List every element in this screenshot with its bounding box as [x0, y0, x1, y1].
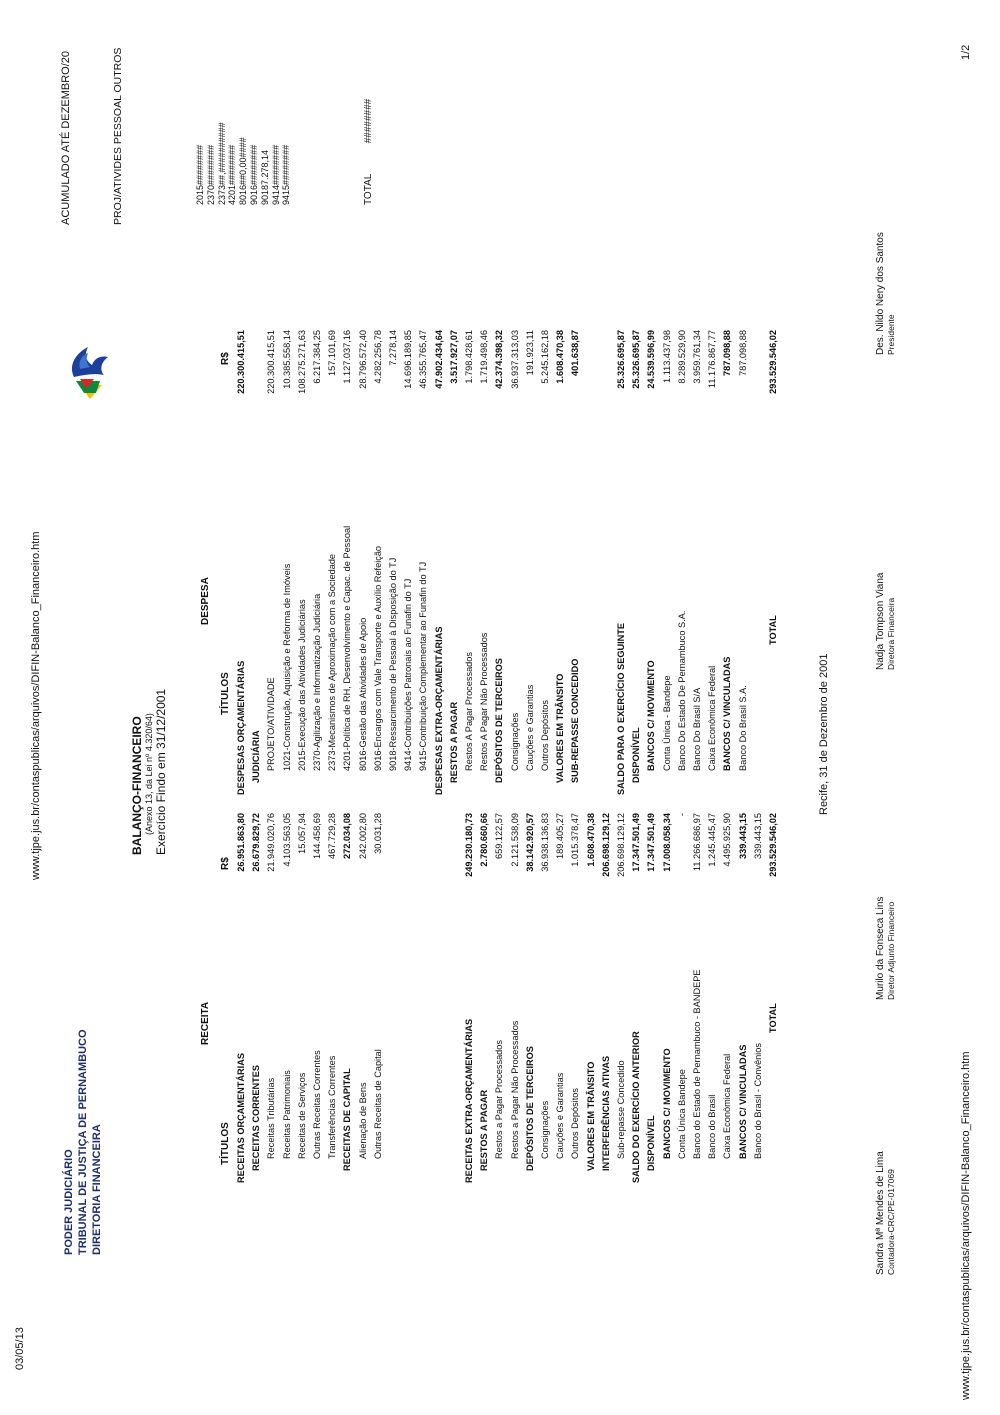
row-label: Outros Depósitos: [570, 1088, 581, 1159]
row-label: Caixa Econômica Federal: [707, 665, 718, 771]
despesa-col-titulos: TÍTULOS: [220, 672, 231, 715]
row-label: Consignações: [509, 712, 520, 771]
despesa-col-valor: R$: [220, 352, 231, 365]
row-value: 787.098,88: [722, 330, 733, 376]
side-code-row: [271, 122, 282, 205]
row-value: 1.608.470,38: [555, 330, 566, 384]
row-label: Restos a Pagar Não Processados: [509, 1020, 520, 1159]
side-panel-subheading: PROJ/ATIVIDES PESSOAL OUTROS: [112, 47, 124, 225]
row-value: 2.780.660,66: [479, 813, 490, 867]
table-row: [295, 330, 310, 795]
row-label: [599, 435, 614, 795]
table-row: [720, 813, 735, 1183]
receita-col-valor: R$: [220, 857, 231, 870]
row-value: 24.539.596,99: [646, 330, 657, 389]
row-value: 26.679.829,72: [251, 813, 262, 872]
row-label: [432, 918, 447, 1183]
row-value: 25.326.695,87: [616, 330, 627, 389]
row-label: Banco do Estado de Pernambuco - BANDEPE: [692, 969, 703, 1159]
row-value: [447, 813, 462, 918]
row-value: 108.275.271,63: [296, 330, 307, 394]
side-code: 8016: [238, 184, 249, 205]
table-row: [766, 330, 781, 795]
row-label: DISPONÍVEL: [631, 727, 642, 783]
table-row: [614, 813, 629, 1183]
side-panel-total: [363, 99, 374, 205]
table-row: [523, 330, 538, 795]
row-label: Outros Depósitos: [540, 700, 551, 771]
row-label: DESPESAS ORÇAMENTÁRIAS: [236, 660, 246, 795]
row-value: 47.902.434,64: [433, 330, 444, 389]
row-value: 220.300.415,51: [266, 330, 277, 394]
row-label: SALDO DO EXERCÍCIO ANTERIOR: [631, 1031, 642, 1183]
side-code: 2373: [216, 184, 227, 205]
table-row: [660, 813, 675, 1183]
table-row: [705, 330, 720, 795]
row-value: 11.176.867,77: [707, 330, 718, 389]
side-code-values: ##,##########: [216, 122, 227, 185]
side-code-row: [217, 122, 228, 205]
signature-name: Sandra Mª Mendes de Lima: [875, 1151, 886, 1275]
table-row: [720, 330, 735, 795]
institution-line-2: TRIBUNAL DE JUSTIÇA DE PERNAMBUCO: [77, 1029, 89, 1255]
table-row: [538, 813, 553, 1183]
receita-heading: RECEITA: [200, 1001, 211, 1045]
row-label: 9018-Ressarcimento de Pessoal à Disposição do TJ: [388, 557, 399, 771]
signature-financial-director: [875, 573, 896, 670]
row-value: 339.443,15: [752, 813, 763, 859]
row-label: 8016-Gestão das Atividades de Apoio: [357, 617, 368, 771]
side-code: 4201: [227, 184, 238, 205]
side-code-values: ##0,00####: [238, 137, 249, 185]
signature-role: Diretora Financeira: [886, 597, 896, 670]
row-value: 3.959.761,34: [692, 330, 703, 384]
table-row: [508, 813, 523, 1183]
table-row: [264, 813, 279, 1183]
report-title: BALANÇO-FINANCEIRO: [130, 716, 144, 855]
row-value: 1.245.445,47: [707, 813, 718, 867]
table-row: [310, 813, 325, 1183]
table-row: [492, 813, 507, 1183]
table-row: [234, 813, 249, 1183]
table-row: [462, 330, 477, 795]
row-value: 26.951.863,80: [236, 813, 246, 872]
row-value: 206.698.129,12: [616, 813, 626, 877]
row-value: 17.008.058,34: [661, 813, 672, 872]
row-label: BANCOS C/ VINCULADAS: [722, 656, 733, 771]
row-value: 2.121.538,09: [509, 813, 520, 867]
row-label: 9414-Contribuições Patronais ao Funafin do TJ: [403, 578, 414, 771]
despesa-table: [234, 330, 781, 795]
signature-name: Des. Nildo Nery dos Santos: [875, 232, 886, 355]
row-value: [599, 330, 614, 435]
table-row: [447, 813, 462, 1183]
table-row: [584, 330, 599, 795]
table-row: [553, 330, 568, 795]
row-label: Cauções e Garantias: [555, 1072, 566, 1159]
side-code-row: [206, 122, 217, 205]
receita-table: [234, 813, 781, 1183]
side-code: 9415: [281, 184, 292, 205]
row-value: 220.300.415,51: [236, 330, 246, 394]
table-row: [584, 813, 599, 1183]
receita-col-titulos: TÍTULOS: [220, 1122, 231, 1165]
row-label: Transferências Correntes: [327, 1055, 338, 1159]
row-value: 8.289.529,90: [676, 330, 687, 384]
row-value: 1.719.498,46: [479, 330, 490, 384]
table-row: [538, 330, 553, 795]
row-value: 17.347.501,49: [646, 813, 657, 872]
signature-name: Nadja Tompson Viana: [875, 572, 886, 670]
place-date: Recife, 31 de Dezembro de 2001: [818, 653, 830, 815]
row-label: TOTAL: [768, 1003, 779, 1033]
row-value: [751, 330, 766, 435]
row-value: 249.230.180,73: [463, 813, 474, 877]
table-row: [568, 813, 583, 1183]
row-label: 2370-Agilização e Informatização Judiciária: [312, 593, 323, 771]
side-code: 9016: [248, 184, 259, 205]
report-subtitle: (Anexo 13, da Lei nº 4.320/64): [144, 713, 154, 835]
row-value: 6.217.384,25: [312, 330, 323, 384]
row-label: TOTAL: [768, 615, 779, 645]
table-row: [675, 330, 690, 795]
row-label: JUDICIÁRIA: [251, 730, 262, 783]
side-code-row: [260, 122, 271, 205]
row-value: 46.355.765,47: [418, 330, 429, 389]
table-row: [599, 813, 614, 1183]
row-label: BANCOS C/ VINCULADAS: [737, 1044, 748, 1159]
row-value: 339.443,15: [737, 813, 748, 859]
side-code-values: 7.278,14: [259, 149, 270, 185]
row-label: Alienação de Bens: [357, 1082, 368, 1159]
table-row: [416, 330, 431, 795]
row-label: Sub-repasse Concedido: [616, 1060, 626, 1159]
table-row: [492, 330, 507, 795]
row-value: 10.385.558,14: [281, 330, 292, 389]
table-row: [568, 330, 583, 795]
row-value: 5.245.162,18: [540, 330, 551, 384]
row-label: 9016-Encargos com Vale Transporte e Auxílio Refeição: [372, 545, 383, 771]
table-row: [629, 813, 644, 1183]
row-label: [584, 435, 599, 795]
row-label: Cauções e Garantias: [524, 684, 535, 771]
row-value: 157.101,69: [327, 330, 338, 376]
table-row: [660, 330, 675, 795]
row-value: 144.458,69: [312, 813, 323, 859]
despesa-heading: DESPESA: [200, 577, 211, 625]
table-row: [249, 330, 264, 795]
table-row: [644, 813, 659, 1183]
table-row: [386, 330, 401, 795]
side-code-values: ########: [195, 144, 205, 185]
row-value: 467.729,28: [327, 813, 338, 859]
table-row: [280, 813, 295, 1183]
table-row: [736, 813, 751, 1183]
row-label: Banco do Brasil: [707, 1094, 718, 1159]
row-label: Receitas de Serviços: [296, 1072, 307, 1159]
row-value: 272.034,08: [342, 813, 353, 859]
table-row: [599, 330, 614, 795]
table-row: [614, 330, 629, 795]
row-value: 38.142.920,57: [524, 813, 535, 872]
row-label: 4201-Política de RH, Desenvolvimento e Capac. de Pessoal: [342, 525, 353, 771]
row-value: 1.113.437,98: [661, 330, 672, 383]
table-row: [356, 813, 371, 1183]
table-row: [751, 330, 766, 795]
row-value: 206.698.129,12: [600, 813, 611, 877]
row-value: 28.796.572,40: [357, 330, 368, 389]
row-value: [416, 813, 431, 918]
row-value: 7.278,14: [388, 330, 399, 366]
signature-accountant: [875, 1151, 896, 1275]
signature-name: Murilo da Fonseca Lins: [875, 896, 886, 1000]
table-row: [310, 330, 325, 795]
row-value: [401, 813, 416, 918]
table-row: [401, 330, 416, 795]
side-code-values: ########: [248, 144, 259, 185]
signature-president: [875, 232, 896, 355]
row-value: 293.529.546,02: [768, 813, 779, 877]
table-row: [416, 813, 431, 1183]
row-value: 36.937.313,03: [509, 330, 520, 389]
tjpe-logo: [60, 335, 120, 405]
side-panel-codes: [195, 122, 292, 205]
side-code-row: [281, 122, 292, 205]
row-value: 17.347.501,49: [631, 813, 642, 872]
row-label: [416, 918, 431, 1183]
row-value: 42.374.398,32: [494, 330, 505, 389]
side-panel-total-label: TOTAL: [363, 174, 374, 205]
row-value: [249, 330, 264, 435]
row-label: PROJETO/ATIVIDADE: [266, 677, 277, 771]
row-label: Banco Do Estado De Pernambuco S.A.: [676, 610, 687, 771]
row-value: 25.326.695,87: [631, 330, 642, 389]
signature-role: Presidente: [886, 314, 896, 355]
page-number: 1/2: [960, 44, 972, 60]
row-value: 36.938.136,83: [539, 813, 550, 872]
table-row: [356, 330, 371, 795]
side-code-values: ########: [270, 144, 281, 185]
row-label: Receitas Tributárias: [266, 1077, 277, 1159]
side-code-row: [195, 122, 206, 205]
row-label: Banco Do Brasil S/A: [692, 687, 703, 771]
row-value: 1.127.037,16: [342, 330, 353, 384]
row-value: 189.405,27: [555, 813, 566, 859]
row-label: Restos a Pagar Processados: [494, 1040, 505, 1159]
side-code-values: ########: [227, 144, 238, 185]
row-label: VALORES EM TRÂNSITO: [585, 1061, 596, 1171]
table-row: [462, 813, 477, 1183]
table-row: [523, 813, 538, 1183]
row-label: DEPÓSITOS DE TERCEIROS: [524, 1046, 535, 1171]
row-value: -: [676, 813, 687, 817]
table-row: [386, 813, 401, 1183]
row-label: RECEITAS CORRENTES: [251, 1064, 262, 1171]
table-row: [736, 330, 751, 795]
row-value: 1.015.378,47: [570, 813, 581, 867]
table-row: [477, 330, 492, 795]
row-label: [447, 918, 462, 1183]
row-label: Banco do Brasil - Convênios: [752, 1043, 763, 1159]
row-label: Caixa Econômica Federal: [722, 1053, 733, 1159]
row-value: [584, 330, 599, 435]
row-value: 21.949.020,76: [266, 813, 277, 872]
row-value: 14.696.189,85: [403, 330, 414, 389]
row-value: 3.517.927,07: [448, 330, 459, 384]
row-value: 1.608.470,38: [585, 813, 596, 867]
table-row: [325, 813, 340, 1183]
institution-line-3: DIRETORIA FINANCEIRA: [91, 1124, 103, 1255]
side-code-values: ########: [205, 144, 216, 185]
table-row: [401, 813, 416, 1183]
table-row: [766, 813, 781, 1183]
print-date: 03/05/13: [14, 1327, 26, 1370]
row-value: 242.002,80: [357, 813, 368, 859]
row-label: RECEITAS EXTRA-ORÇAMENTÁRIAS: [463, 1018, 474, 1183]
signature-deputy-director: [875, 897, 896, 1000]
row-label: Conta Única Bandepe: [676, 1069, 687, 1159]
table-row: [690, 813, 705, 1183]
row-label: DISPONÍVEL: [646, 1115, 657, 1171]
row-value: 191.923,11: [524, 330, 535, 376]
table-row: [234, 330, 249, 795]
row-value: 15.057,94: [296, 813, 307, 854]
table-row: [447, 330, 462, 795]
side-code-values: ########: [281, 144, 292, 185]
side-code: 2370: [205, 184, 216, 205]
table-row: [675, 813, 690, 1183]
table-row: [629, 330, 644, 795]
row-value: 1.798.428,61: [464, 330, 475, 384]
row-label: 2373-Mecanismos de Aproximação com a Sociedade: [327, 553, 338, 771]
table-row: [340, 330, 355, 795]
institution-header: [62, 1029, 104, 1255]
print-url-top[interactable]: www.tjpe.jus.br/contaspublicas/arquivos/DIFIN-Balanco_Financeiro.htm: [30, 531, 42, 880]
row-label: Receitas Patrimoniais: [281, 1070, 292, 1159]
row-value: 787.098,88: [737, 330, 748, 376]
row-label: RESTOS A PAGAR: [448, 701, 459, 783]
row-label: Restos A Pagar Processados: [464, 652, 475, 771]
row-label: SUB-REPASSE CONCEDIDO: [570, 658, 581, 783]
row-label: [751, 435, 766, 795]
row-value: 11.266.686,97: [692, 813, 703, 872]
side-code-row: [227, 122, 238, 205]
row-label: Banco Do Brasil S.A.: [737, 685, 748, 771]
table-row: [508, 330, 523, 795]
signature-role: Contadora-CRC/PE-017069: [886, 1169, 896, 1275]
table-row: [644, 330, 659, 795]
row-label: SALDO PARA O EXERCÍCIO SEGUINTE: [616, 622, 627, 795]
row-label: Outras Receitas de Capital: [372, 1049, 383, 1159]
row-value: 4.495.925,90: [722, 813, 733, 867]
row-label: VALORES EM TRÂNSITO: [555, 673, 566, 783]
row-label: Conta Única - Bandepe: [661, 675, 672, 771]
table-row: [705, 813, 720, 1183]
table-row: [280, 330, 295, 795]
side-panel-heading: ACUMULADO ATÉ DEZEMBRO/20: [60, 51, 72, 225]
table-row: [371, 330, 386, 795]
report-period: Exercício Findo em 31/12/2001: [154, 688, 168, 855]
row-label: RECEITAS DE CAPITAL: [342, 1068, 353, 1171]
table-row: [553, 813, 568, 1183]
table-row: [432, 330, 447, 795]
row-value: 4.103.563,05: [281, 813, 292, 867]
row-label: BANCOS C/ MOVIMENTO: [646, 660, 657, 771]
side-code: 2015: [195, 184, 205, 205]
row-label: [386, 918, 401, 1183]
side-code-row: [238, 122, 249, 205]
row-value: 659.122,57: [494, 813, 505, 859]
row-value: 293.529.546,02: [768, 330, 779, 394]
row-label: RECEITAS ORÇAMENTÁRIAS: [236, 1053, 246, 1183]
table-row: [751, 813, 766, 1183]
row-value: [432, 813, 447, 918]
table-row: [325, 330, 340, 795]
table-row: [340, 813, 355, 1183]
row-value: [386, 813, 401, 918]
row-label: 2015-Execução das Atividades Judiciárias: [296, 599, 307, 771]
table-row: [264, 330, 279, 795]
row-label: DESPESAS EXTRA-ORÇAMENTÁRIAS: [433, 626, 444, 795]
row-label: 9415-Contribuição Complementar ao Funafin do TJ: [418, 561, 429, 771]
report-title-block: [130, 689, 168, 855]
row-label: [401, 918, 416, 1183]
row-label: INTERFERÊNCIAS ATIVAS: [600, 1055, 611, 1171]
print-url-bottom[interactable]: www.tjpe.jus.br/contaspublicas/arquivos/DIFIN-Balanco_Financeiro.htm: [960, 1051, 972, 1400]
row-label: Outras Receitas Correntes: [312, 1050, 323, 1159]
table-row: [432, 813, 447, 1183]
table-row: [477, 813, 492, 1183]
side-code: 9018: [259, 184, 270, 205]
row-label: Consignações: [539, 1100, 550, 1159]
row-label: RESTOS A PAGAR: [479, 1089, 490, 1171]
row-label: 1021-Construção, Aquisição e Reforma de Imóveis: [281, 563, 292, 771]
table-row: [371, 813, 386, 1183]
row-value: 4.282.256,78: [372, 330, 383, 384]
row-label: DEPÓSITOS DE TERCEIROS: [494, 658, 505, 783]
table-row: [249, 813, 264, 1183]
row-label: BANCOS C/ MOVIMENTO: [661, 1048, 672, 1159]
table-row: [295, 813, 310, 1183]
institution-line-1: PODER JUDICIÁRIO: [63, 1149, 75, 1255]
side-panel-total-value: ########: [363, 98, 374, 144]
side-code-row: [249, 122, 260, 205]
row-value: 30.031,28: [372, 813, 383, 854]
signature-role: Diretor Adjunto Financeiro: [886, 901, 896, 1000]
table-row: [690, 330, 705, 795]
side-code: 9414: [270, 184, 281, 205]
row-label: Restos A Pagar Não Processados: [479, 632, 490, 771]
row-value: 401.638,87: [570, 330, 581, 376]
